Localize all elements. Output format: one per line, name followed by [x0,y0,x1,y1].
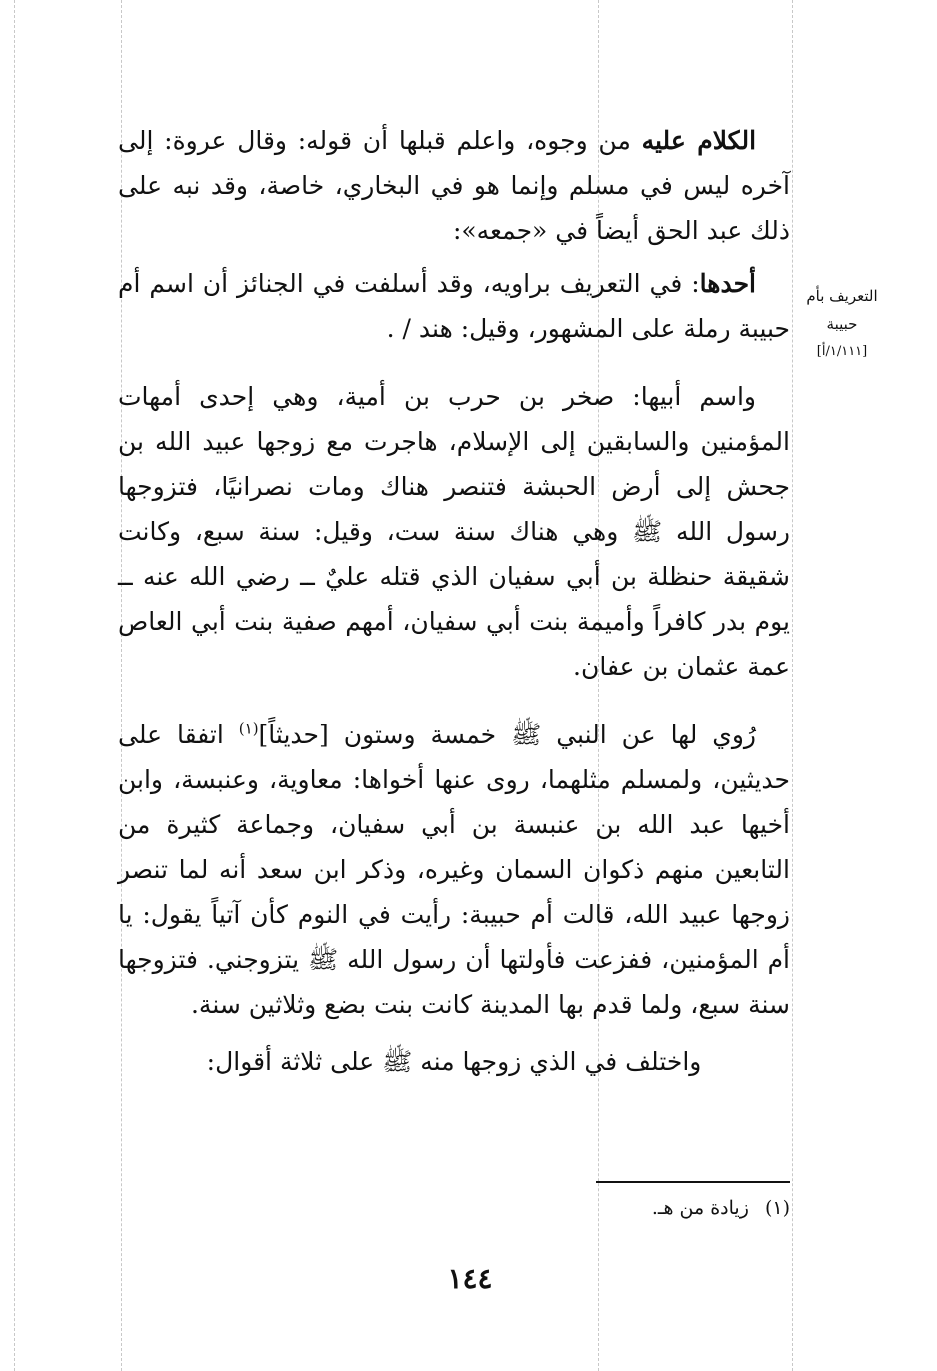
paragraph-5: واختلف في الذي زوجها منه ﷺ على ثلاثة أقوال: [206,1047,702,1076]
margin-note-line-2: حبيبة [826,315,858,333]
paragraph-1 [118,118,790,253]
footnote-separator [596,1181,790,1183]
footnote-number: (١) [764,1197,790,1219]
paragraph-4-start: رُوي لها عن النبي ﷺ خمسة وستون [حديثاً] [258,720,756,749]
margin-note [796,282,888,366]
margin-note-line-1: التعريف بأم [806,287,878,305]
scan-fold-line-left [14,0,15,1371]
paragraph-1-body: من وجوه، واعلم قبلها أن قوله: وقال عروة: إلى آخره ليس في مسلم وإنما هو في البخاري، خاصة، وقد نبه على ذلك عبد الحق أيضاً في «جمعه»: [118,126,790,245]
footnote-reference: (١) [238,719,259,738]
paragraph-4-body: اتفقا على حديثين، ولمسلم مثلهما، روى عنها أخواها: معاوية، وعنبسة، وابن أخيها عبد الله بن عنبسة بن أبي سفيان، وجماعة كثيرة من التابعين منهم ذكوان السمان وغيره، وذكر ابن سعد أنه لما تنصر زوجها عبيد الله، قالت أم حبيبة: رأيت في النوم كأن آتياً يقول: يا أم المؤمنين، ففزعت فأولتها أن رسول الله ﷺ يتزوجني. فتزوجها سنة سبع، ولما قدم بها المدينة كانت بنت بضع وثلاثين سنة. [118,720,790,1019]
paragraph-2-body: : في التعريف براويه، وقد أسلفت في الجنائز أن اسم أم حبيبة رملة على المشهور، وقيل: هند / . [118,269,790,343]
page-number: ١٤٤ [447,1262,493,1295]
scan-fold-line-right [792,0,793,1371]
paragraph-1-lead: الكلام عليه [641,126,757,155]
paragraph-2-lead: أحدها [699,269,756,298]
paragraph-2 [118,261,790,351]
paragraph-3: واسم أبيها: صخر بن حرب بن أمية، وهي إحدى أمهات المؤمنين والسابقين إلى الإسلام، هاجرت مع زوجها عبيد الله بن جحش إلى أرض الحبشة فتنصر هناك ومات نصرانيًا، فتزوجها رسول الله ﷺ وهي هناك سنة ست، وقيل: سنة سبع، وكانت شقيقة حنظلة بن أبي سفيان الذي قتله عليٌ ــ رضي الله عنه ــ يوم بدر كافراً وأميمة بنت أبي سفيان، أمهم صفية بنت أبي العاص عمة عثمان بن عفان. [118,382,790,681]
footnote-text: زيادة من هـ. [651,1197,749,1219]
footnote [500,1193,790,1223]
margin-note-manuscript-ref: [١/١١١/أ] [816,344,868,359]
main-text [118,118,790,1084]
paragraph-4 [118,712,790,1027]
